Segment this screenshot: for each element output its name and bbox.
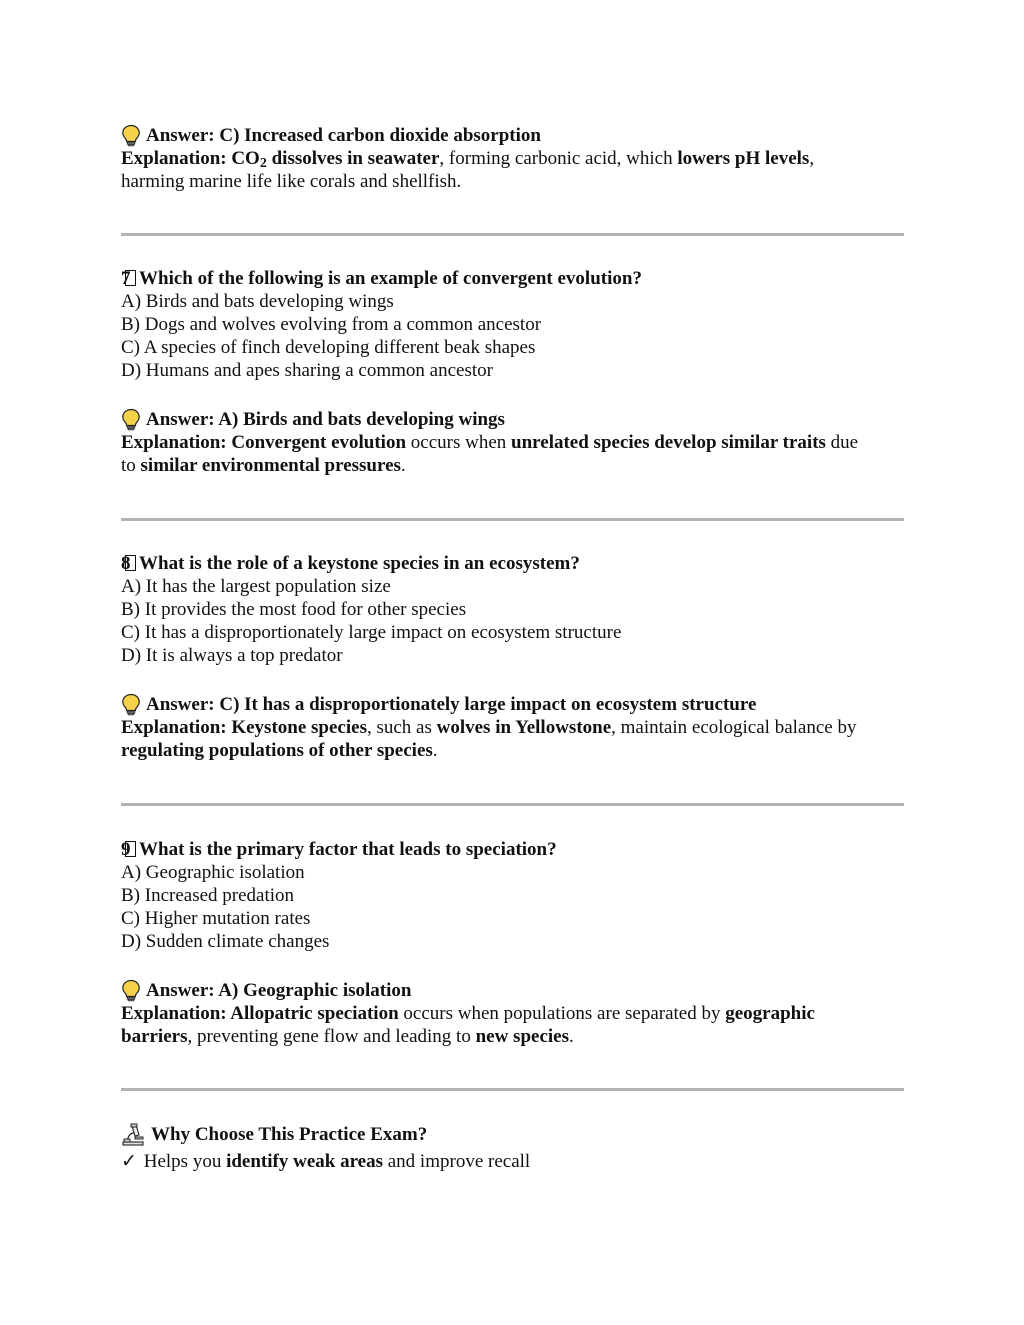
explanation-7-line1 <box>121 431 904 454</box>
explanation-9-line1 <box>121 1002 904 1025</box>
explanation-6-line1 <box>121 147 904 170</box>
light-bulb-icon <box>121 693 141 716</box>
question-8-title <box>121 552 904 575</box>
explanation-bold: Allopatric speciation <box>230 1003 399 1024</box>
light-bulb-icon <box>121 124 141 147</box>
check-icon: ✓ <box>121 1151 137 1172</box>
option-c: C) It has a disproportionately large impact on ecosystem structure <box>121 622 622 643</box>
why-title: Why Choose This Practice Exam? <box>151 1124 428 1145</box>
divider <box>121 803 904 806</box>
explanation-text: occurs when <box>406 432 512 453</box>
explanation-label: Explanation: <box>121 432 232 453</box>
explanation-text: occurs when populations are separated by <box>398 1003 726 1024</box>
question-9-block <box>121 838 904 1048</box>
why-choose-section <box>121 1123 904 1173</box>
explanation-text: , forming carbonic acid, which <box>439 148 678 169</box>
option-d: D) Humans and apes sharing a common ancestor <box>121 360 493 381</box>
question-8-block <box>121 552 904 762</box>
explanation-text: , <box>809 148 815 169</box>
option-b: B) Increased predation <box>121 885 295 906</box>
answer-9-line <box>121 979 904 1002</box>
answer-6-block <box>121 124 904 193</box>
question-number: 7 <box>121 268 131 289</box>
answer-text: Answer: A) Geographic isolation <box>146 980 412 1001</box>
explanation-7-line2 <box>121 454 904 477</box>
question-text: What is the role of a keystone species in an ecosystem? <box>139 553 580 574</box>
light-bulb-icon <box>121 408 141 431</box>
explanation-bold: lowers pH levels <box>677 148 810 169</box>
explanation-bold: new species <box>475 1026 569 1047</box>
question-7-title <box>121 267 904 290</box>
option-b: B) Dogs and wolves evolving from a common ancestor <box>121 314 542 335</box>
subscript: 2 <box>259 156 267 171</box>
question-7-block <box>121 267 904 477</box>
divider <box>121 518 904 521</box>
light-bulb-icon <box>121 979 141 1002</box>
answer-8-line <box>121 693 904 716</box>
why-choose-heading <box>121 1123 904 1146</box>
answer-6-line <box>121 124 904 147</box>
explanation-6-line2: harming marine life like corals and shellfish. <box>121 171 462 192</box>
explanation-bold: Keystone species <box>231 717 367 738</box>
keycap-number-icon <box>121 267 139 290</box>
option-c: C) A species of finch developing different beak shapes <box>121 337 536 358</box>
answer-text: Answer: C) Increased carbon dioxide absorption <box>146 125 541 146</box>
explanation-text: , preventing gene flow and leading to <box>187 1026 476 1047</box>
option-b: B) It provides the most food for other species <box>121 599 467 620</box>
explanation-text: . <box>568 1026 574 1047</box>
bullet-text: Helps you <box>139 1151 227 1172</box>
keycap-number-icon <box>121 838 139 861</box>
explanation-text: , maintain ecological balance by <box>611 717 857 738</box>
bullet-bold: identify weak areas <box>226 1151 383 1172</box>
keycap-number-icon <box>121 552 139 575</box>
explanation-8-line2 <box>121 739 904 762</box>
explanation-8-line1 <box>121 716 904 739</box>
explanation-bold: similar environmental pressures <box>140 455 401 476</box>
explanation-bold: regulating populations of other species <box>121 740 433 761</box>
explanation-text: due <box>825 432 859 453</box>
explanation-bold: unrelated species develop similar traits <box>511 432 826 453</box>
question-text: What is the primary factor that leads to speciation? <box>139 839 557 860</box>
answer-text: Answer: A) Birds and bats developing wings <box>146 409 505 430</box>
explanation-label: Explanation: <box>121 717 232 738</box>
option-c: C) Higher mutation rates <box>121 908 311 929</box>
explanation-text: . <box>432 740 438 761</box>
option-d: D) Sudden climate changes <box>121 931 330 952</box>
explanation-text: , such as <box>366 717 437 738</box>
answer-text: Answer: C) It has a disproportionately large impact on ecosystem structure <box>146 694 757 715</box>
bullet-text: and improve recall <box>383 1151 531 1172</box>
why-bullet-1 <box>121 1150 904 1173</box>
explanation-label: Explanation: <box>121 1003 231 1024</box>
question-9-title <box>121 838 904 861</box>
explanation-9-line2 <box>121 1025 904 1048</box>
microscope-icon <box>121 1123 147 1146</box>
explanation-bold: barriers <box>121 1026 188 1047</box>
explanation-text: . <box>400 455 406 476</box>
explanation-bold: Convergent evolution <box>231 432 407 453</box>
divider <box>121 233 904 236</box>
question-text: Which of the following is an example of convergent evolution? <box>139 268 642 289</box>
explanation-text: to <box>121 455 141 476</box>
option-a: A) Geographic isolation <box>121 862 305 883</box>
explanation-bold: wolves in Yellowstone <box>436 717 612 738</box>
answer-7-line <box>121 408 904 431</box>
option-a: A) Birds and bats developing wings <box>121 291 394 312</box>
question-number: 8 <box>121 553 131 574</box>
explanation-label: Explanation: CO <box>121 148 260 169</box>
option-a: A) It has the largest population size <box>121 576 391 597</box>
explanation-bold: geographic <box>725 1003 815 1024</box>
option-d: D) It is always a top predator <box>121 645 343 666</box>
explanation-bold: dissolves in seawater <box>266 148 440 169</box>
divider <box>121 1088 904 1091</box>
question-number: 9 <box>121 839 131 860</box>
